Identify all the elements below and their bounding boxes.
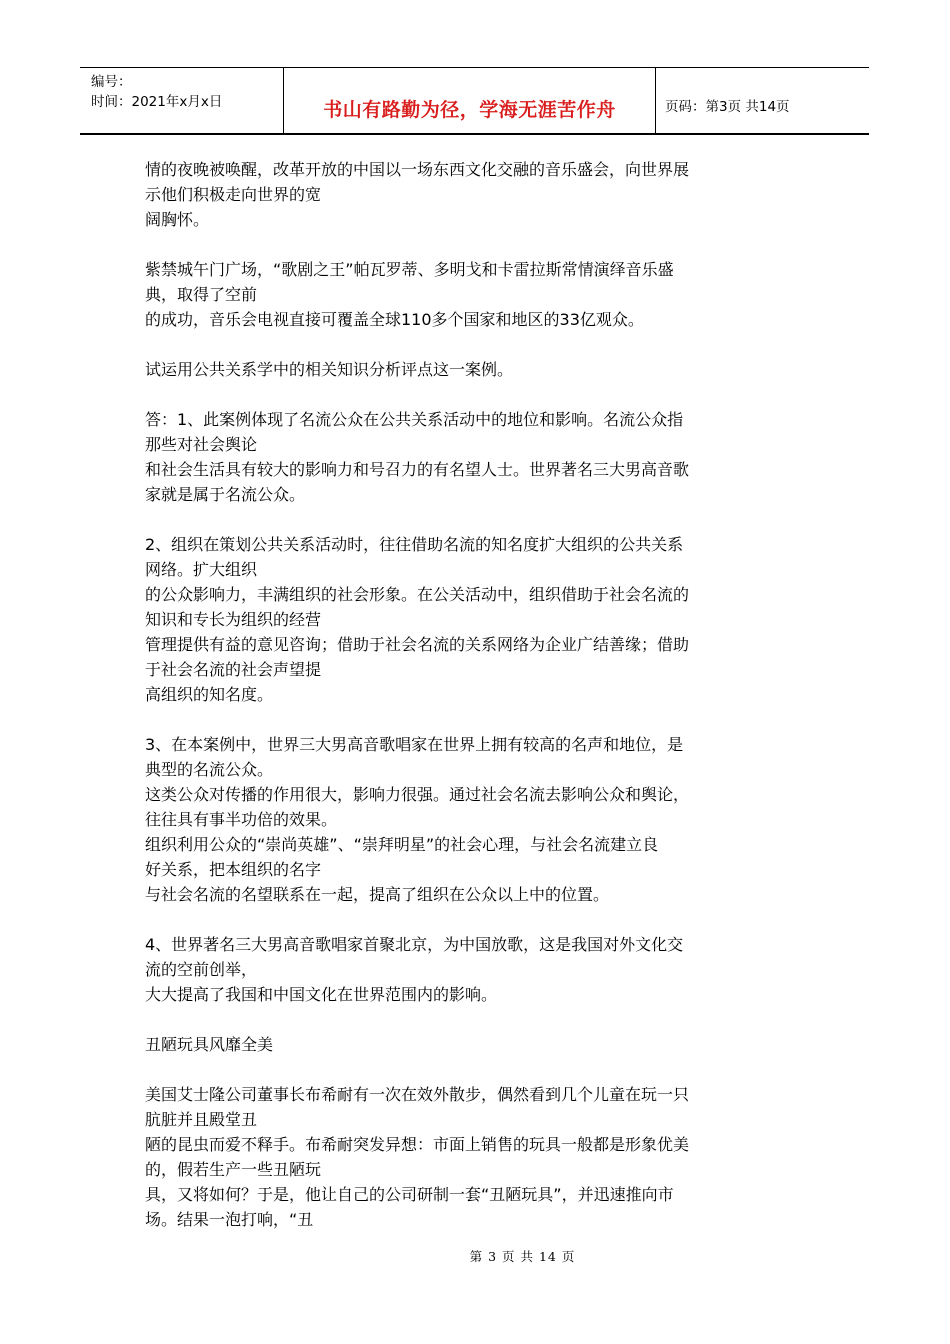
page-header xyxy=(80,67,869,135)
text-line: 答：1、此案例体现了名流公众在公共关系活动中的地位和影响。名流公众指 xyxy=(145,410,684,429)
text-line: 情的夜晚被唤醒，改革开放的中国以一场东西文化交融的音乐盛会，向世界展 xyxy=(145,160,690,179)
text-line: 知识和专长为组织的经营 xyxy=(145,610,322,629)
text-line: 这类公众对传播的作用很大，影响力很强。通过社会名流去影响公众和舆论， xyxy=(145,785,690,804)
paragraph xyxy=(145,407,805,507)
text-line: 组织利用公众的“崇尚英雄”、“崇拜明星”的社会心理，与社会名流建立良 xyxy=(145,835,659,854)
page-footer xyxy=(0,1247,950,1265)
text-line: 典型的名流公众。 xyxy=(145,760,274,779)
text-line: 阔胸怀。 xyxy=(145,210,210,229)
paragraph xyxy=(145,157,805,232)
text-line: 往往具有事半功倍的效果。 xyxy=(145,810,338,829)
text-line: 试运用公共关系学中的相关知识分析评点这一案例。 xyxy=(145,360,514,379)
footer-page-number: 第 3 页 共 14 页 xyxy=(469,1249,576,1264)
paragraph xyxy=(145,1032,805,1057)
document-date-label: 时间：2021年x月x日 xyxy=(91,94,223,110)
text-line: 家就是属于名流公众。 xyxy=(145,485,306,504)
paragraph xyxy=(145,732,805,907)
text-line: 丑陋玩具风靡全美 xyxy=(145,1035,274,1054)
paragraph xyxy=(145,532,805,707)
paragraph xyxy=(145,257,805,332)
text-line: 3、在本案例中，世界三大男高音歌唱家在世界上拥有较高的名声和地位，是 xyxy=(145,735,684,754)
header-info-cell xyxy=(80,68,284,133)
paragraph xyxy=(145,932,805,1007)
text-line: 那些对社会舆论 xyxy=(145,435,258,454)
text-line: 大大提高了我国和中国文化在世界范围内的影响。 xyxy=(145,985,498,1004)
text-line: 管理提供有益的意见咨询；借助于社会名流的关系网络为企业广结善缘；借助 xyxy=(145,635,690,654)
text-line: 流的空前创举， xyxy=(145,960,258,979)
text-line: 的成功，音乐会电视直接可覆盖全球110多个国家和地区的33亿观众。 xyxy=(145,310,644,329)
text-line: 的，假若生产一些丑陋玩 xyxy=(145,1160,322,1179)
text-line: 肮脏并且殿堂丑 xyxy=(145,1110,258,1129)
text-line: 紫禁城午门广场，“歌剧之王”帕瓦罗蒂、多明戈和卡雷拉斯常情演绎音乐盛 xyxy=(145,260,674,279)
text-line: 高组织的知名度。 xyxy=(145,685,274,704)
text-line: 和社会生活具有较大的影响力和号召力的有名望人士。世界著名三大男高音歌 xyxy=(145,460,690,479)
text-line: 的公众影响力，丰满组织的社会形象。在公关活动中，组织借助于社会名流的 xyxy=(145,585,690,604)
text-line: 网络。扩大组织 xyxy=(145,560,258,579)
text-line: 典，取得了空前 xyxy=(145,285,258,304)
text-line: 具，又将如何？于是，他让自己的公司研制一套“丑陋玩具”，并迅速推向市 xyxy=(145,1185,674,1204)
text-line: 于社会名流的社会声望提 xyxy=(145,660,322,679)
text-line: 2、组织在策划公共关系活动时，往往借助名流的知名度扩大组织的公共关系 xyxy=(145,535,684,554)
paragraph xyxy=(145,357,805,382)
document-number-label: 编号： xyxy=(91,74,132,90)
text-line: 好关系，把本组织的名字 xyxy=(145,860,322,879)
document-body xyxy=(145,157,805,1257)
header-page-info: 页码：第3页 共14页 xyxy=(665,99,790,115)
text-line: 示他们积极走向世界的宽 xyxy=(145,185,322,204)
text-line: 与社会名流的名望联系在一起，提高了组织在公众以上中的位置。 xyxy=(145,885,610,904)
header-motto: 书山有路勤为径，学海无涯苦作舟 xyxy=(284,68,656,133)
paragraph xyxy=(145,1082,805,1232)
text-line: 场。结果一泡打响，“丑 xyxy=(145,1210,314,1229)
text-line: 美国艾士隆公司董事长布希耐有一次在效外散步，偶然看到几个儿童在玩一只 xyxy=(145,1085,690,1104)
text-line: 陋的昆虫而爱不释手。布希耐突发异想：市面上销售的玩具一般都是形象优美 xyxy=(145,1135,690,1154)
text-line: 4、世界著名三大男高音歌唱家首聚北京，为中国放歌，这是我国对外文化交 xyxy=(145,935,684,954)
